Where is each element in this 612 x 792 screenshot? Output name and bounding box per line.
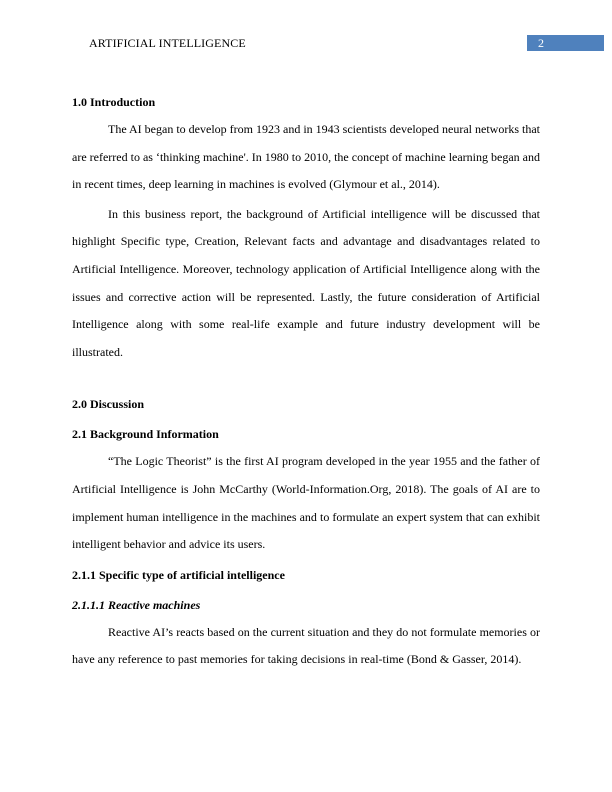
running-header-title: ARTIFICIAL INTELLIGENCE [89, 36, 246, 50]
introduction-paragraph-2: In this business report, the background of Artificial intelligence will be discussed that highlight Specific type, Creation, Relevant facts and advantage and disadvantages related to Artificial Intelligence. Moreover, technology application of Artificial Intelligence along with the issues and corrective action will be represented. Lastly, the future consideration of Artificial Intelligence along with some real-life example and future industry development will be illustrated. [72, 206, 540, 359]
reactive-machines-heading: 2.1.1.1 Reactive machines [72, 597, 201, 612]
page-number-badge [527, 35, 604, 51]
document-body [72, 88, 540, 674]
background-heading: 2.1 Background Information [72, 427, 219, 442]
reactive-machines-paragraph: Reactive AI’s reacts based on the current situation and they do not formulate memories or have any reference to past memories for taking decisions in real-time (Bond & Gasser, 2014). [72, 624, 540, 667]
page-number: 2 [538, 36, 544, 50]
introduction-heading: 1.0 Introduction [72, 95, 156, 109]
background-paragraph: “The Logic Theorist” is the first AI program developed in the year 1955 and the father of Artificial Intelligence is John McCarthy (World-Information.Org, 2018). The goals of AI are to implement human intelligence in the machines and to formulate an expert system that can exhibit intelligent behavior and advice its users. [72, 454, 540, 552]
introduction-paragraph-1: The AI began to develop from 1923 and in 1943 scientists developed neural networks that are referred to as ‘thinking machine'. In 1980 to 2010, the concept of machine learning began and in recent times, deep learning in machines is evolved (Glymour et al., 2014). [72, 122, 540, 192]
discussion-heading: 2.0 Discussion [72, 397, 145, 412]
specific-type-heading: 2.1.1 Specific type of artificial intelligence [72, 567, 285, 582]
